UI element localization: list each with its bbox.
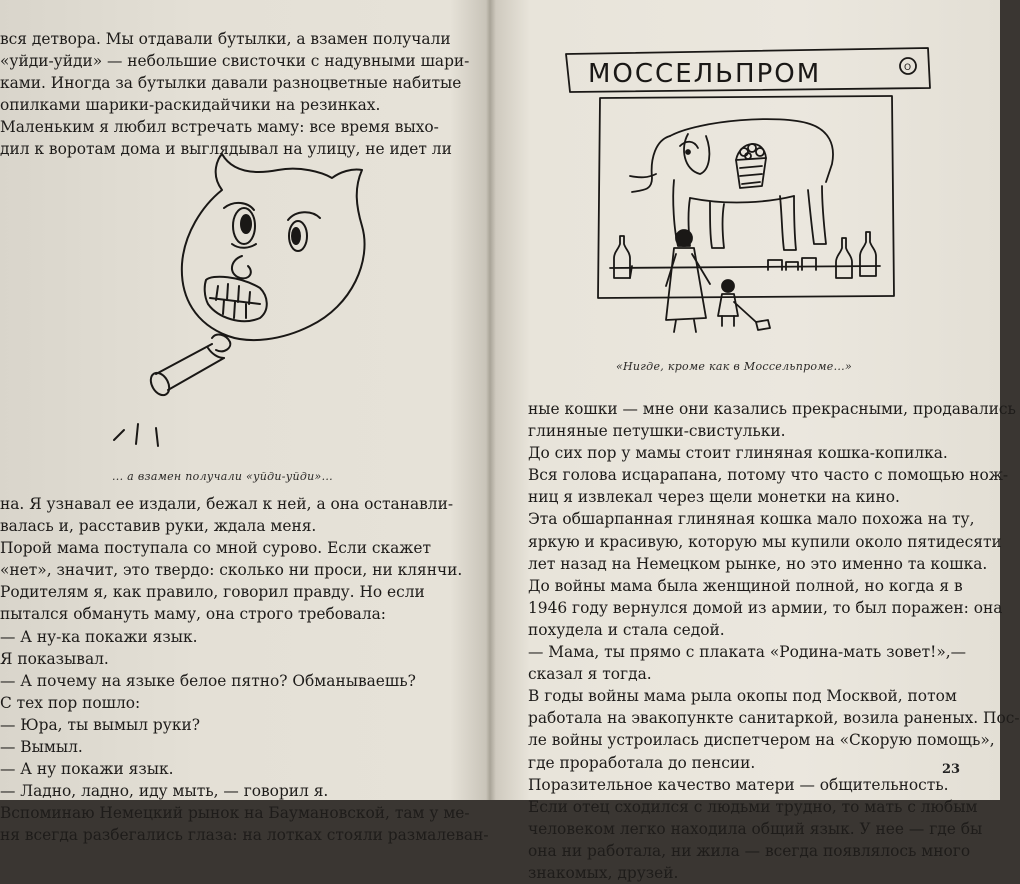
text-line: на. Я узнавал ее издали, бежал к ней, а она останавли- [0, 495, 454, 513]
balloon-whistle-illustration [100, 148, 380, 458]
text-line: где проработала до пенсии. [528, 753, 756, 772]
text-line: опилками шарики-раскидайчики на резинках. [0, 96, 381, 115]
text-line: Поразительное качество матери — общительность. [528, 775, 949, 794]
right-page [500, 0, 1020, 882]
text-line: знакомых, друзей. [528, 863, 679, 882]
text-line: дил к воротам дома и выглядывал на улицу, не идет ли [0, 140, 452, 159]
text-line: ниц я извлекал через щели монетки на кино. [528, 488, 900, 507]
left-bottom-text [0, 493, 489, 847]
text-line: Родителям я, как правило, говорил правду. Но если [0, 583, 425, 602]
right-text [528, 398, 1020, 884]
illustration-caption: ... а взамен получали «уйди-уйди»... [112, 470, 333, 483]
text-line: Я показывал. [0, 649, 109, 668]
text-line: — Вымыл. [0, 738, 83, 757]
text-line: похудела и стала седой. [528, 620, 725, 639]
left-top-text [0, 28, 470, 161]
text-line: — Ладно, ладно, иду мыть, — говорил я. [0, 782, 329, 801]
text-line: ня всегда разбегались глаза: на лотках стояли размалеван- [0, 826, 489, 845]
text-line: пытался обмануть маму, она строго требовала: [0, 605, 386, 624]
text-line: — А ну-ка покажи язык. [0, 627, 198, 646]
left-page [0, 0, 489, 845]
text-line: вся детвора. Мы отдавали бутылки, а взамен получали [0, 30, 451, 48]
text-line: лет назад на Немецком рынке, но это именно та кошка. [528, 554, 988, 573]
text-line: Эта обшарпанная глиняная кошка мало похожа на ту, [528, 510, 975, 529]
text-line: яркую и красивую, которую мы купили около пятидесяти [528, 532, 1002, 551]
text-line: она ни работала, ни жила — всегда появлялось много [528, 841, 971, 860]
text-line: До войны мама была женщиной полной, но когда я в [528, 576, 963, 595]
text-line: В годы войны мама рыла окопы под Москвой, потом [528, 687, 957, 706]
text-line: человеком легко находила общий язык. У нее — где бы [528, 819, 983, 838]
text-line: ле войны устроилась диспетчером на «Скорую помощь», [528, 731, 995, 750]
text-line: До сих пор у мамы стоит глиняная кошка-копилка. [528, 444, 948, 463]
text-line: «уйди-уйди» — небольшие свисточки с надувными шари- [0, 52, 470, 71]
illustration-caption: «Нигде, кроме как в Моссельпроме...» [616, 360, 852, 373]
text-line: «нет», значит, это твердо: сколько ни проси, ни клянчи. [0, 561, 463, 580]
text-line: — А почему на языке белое пятно? Обманываешь? [0, 671, 416, 690]
text-line: Маленьким я любил встречать маму: все время выхо- [0, 118, 439, 137]
sign-badge-letter: О [904, 63, 912, 73]
mosselprom-shop-illustration [560, 40, 940, 340]
text-line: валась и, расставив руки, ждала меня. [0, 517, 317, 536]
text-line: работала на эвакопункте санитаркой, возила раненых. Пос- [528, 709, 1020, 728]
text-line: глиняные петушки-свистульки. [528, 422, 786, 441]
text-line: ные кошки — мне они казались прекрасными, продавались [528, 400, 1016, 418]
text-line: ками. Иногда за бутылки давали разноцветные набитые [0, 74, 462, 93]
text-line: — Юра, ты вымыл руки? [0, 715, 200, 734]
text-line: С тех пор пошло: [0, 693, 141, 712]
text-line: 1946 году вернулся домой из армии, то был поражен: она [528, 598, 1003, 617]
page-number: 23 [942, 762, 961, 777]
text-line: Если отец сходился с людьми трудно, то мать с любым [528, 797, 978, 816]
shop-sign-text: МОССЕЛЬПРОМ [588, 59, 822, 89]
text-line: — Мама, ты прямо с плаката «Родина-мать зовет!»,— [528, 643, 967, 662]
text-line: Вся голова исцарапана, потому что часто с помощью нож- [528, 466, 1009, 485]
text-line: Порой мама поступала со мной сурово. Если скажет [0, 539, 432, 558]
text-line: Вспоминаю Немецкий рынок на Баумановской, там у ме- [0, 804, 470, 823]
text-line: — А ну покажи язык. [0, 760, 174, 779]
text-line: сказал я тогда. [528, 665, 652, 684]
